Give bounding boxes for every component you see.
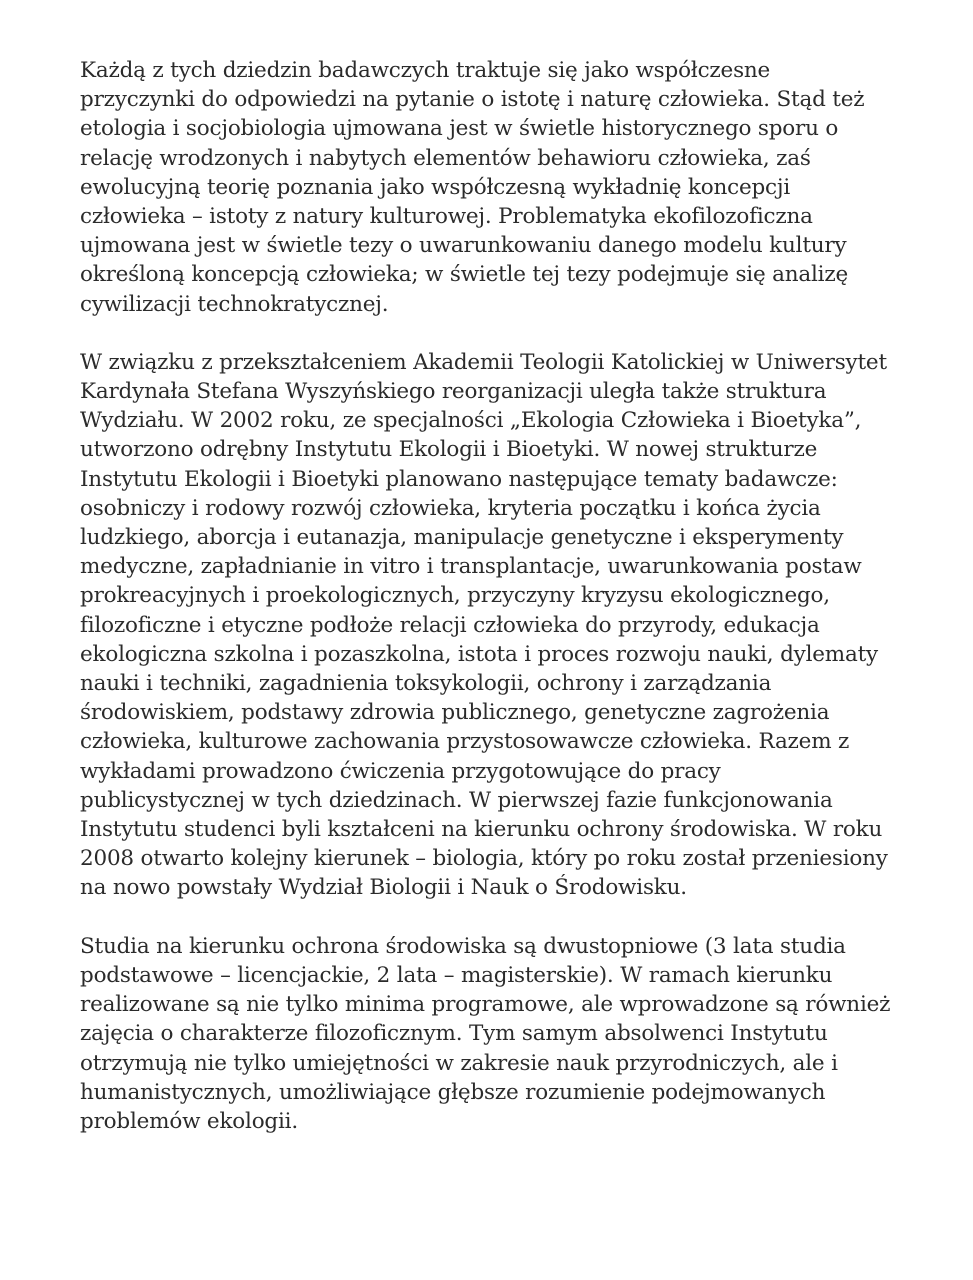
document-body <box>80 56 910 1165</box>
text-line: etologia i socjobiologia ujmowana jest w świetle historycznego sporu o <box>80 116 839 142</box>
paragraph-study-program <box>80 932 910 1136</box>
text-line: problemów ekologii. <box>80 1108 298 1134</box>
text-line: utworzono odrębny Instytutu Ekologii i Bioetyki. W nowej strukturze <box>80 437 818 463</box>
paragraph-research-fields <box>80 56 910 319</box>
text-line: relację wrodzonych i nabytych elementów behawioru człowieka, zaś <box>80 145 811 171</box>
text-line: przyczynki do odpowiedzi na pytanie o istotę i naturę człowieka. Stąd też <box>80 87 865 113</box>
text-line: ujmowana jest w świetle tezy o uwarunkowaniu danego modelu kultury <box>80 233 847 259</box>
text-line: Instytutu studenci byli kształceni na kierunku ochrony środowiska. W roku <box>80 817 883 843</box>
text-line: publicystycznej w tych dziedzinach. W pierwszej fazie funkcjonowania <box>80 787 833 813</box>
text-line: filozoficzne i etyczne podłoże relacji człowieka do przyrody, edukacja <box>80 612 820 638</box>
text-line: prokreacyjnych i proekologicznych, przyczyny kryzysu ekologicznego, <box>80 583 830 609</box>
text-line: człowieka, kulturowe zachowania przystosowawcze człowieka. Razem z <box>80 729 850 755</box>
text-line: zajęcia o charakterze filozoficznym. Tym samym absolwenci Instytutu <box>80 1021 828 1047</box>
text-line: 2008 otwarto kolejny kierunek – biologia, który po roku został przeniesiony <box>80 846 888 872</box>
text-line: humanistycznych, umożliwiające głębsze rozumienie podejmowanych <box>80 1079 826 1105</box>
text-line: W związku z przekształceniem Akademii Teologii Katolickiej w Uniwersytet <box>80 349 887 375</box>
text-line: Kardynała Stefana Wyszyńskiego reorganizacji uległa także struktura <box>80 379 827 405</box>
text-line: na nowo powstały Wydział Biologii i Nauk o Środowisku. <box>80 875 687 901</box>
text-line: Każdą z tych dziedzin badawczych traktuje się jako współczesne <box>80 58 771 83</box>
text-line: Instytutu Ekologii i Bioetyki planowano następujące tematy badawcze: <box>80 466 838 492</box>
text-line: podstawowe – licencjackie, 2 lata – magisterskie). W ramach kierunku <box>80 962 833 988</box>
text-line: ekologiczna szkolna i pozaszkolna, istota i proces rozwoju nauki, dylematy <box>80 641 878 667</box>
text-line: Wydziału. W 2002 roku, ze specjalności „Ekologia Człowieka i Bioetyka”, <box>80 408 862 434</box>
text-line: osobniczy i rodowy rozwój człowieka, kryteria początku i końca życia <box>80 495 821 521</box>
text-line: realizowane są nie tylko minima programowe, ale wprowadzone są również <box>80 992 891 1018</box>
text-line: określoną koncepcją człowieka; w świetle tej tezy podejmuje się analizę <box>80 262 848 288</box>
text-line: otrzymują nie tylko umiejętności w zakresie nauk przyrodniczych, ale i <box>80 1050 838 1076</box>
text-line: wykładami prowadzono ćwiczenia przygotowujące do pracy <box>80 758 721 784</box>
text-line: ludzkiego, aborcja i eutanazja, manipulacje genetyczne i eksperymenty <box>80 525 844 551</box>
text-line: nauki i techniki, zagadnienia toksykologii, ochrony i zarządzania <box>80 671 772 697</box>
text-line: cywilizacji technokratycznej. <box>80 291 389 317</box>
text-line: Studia na kierunku ochrona środowiska są dwustopniowe (3 lata studia <box>80 933 846 959</box>
text-line: medyczne, zapładnianie in vitro i transplantacje, uwarunkowania postaw <box>80 554 862 580</box>
text-line: ewolucyjną teorię poznania jako współczesną wykładnię koncepcji <box>80 174 791 200</box>
paragraph-institute-history <box>80 348 910 903</box>
text-line: środowiskiem, podstawy zdrowia publicznego, genetyczne zagrożenia <box>80 700 830 726</box>
text-line: człowieka – istoty z natury kulturowej. Problematyka ekofilozoficzna <box>80 204 813 230</box>
